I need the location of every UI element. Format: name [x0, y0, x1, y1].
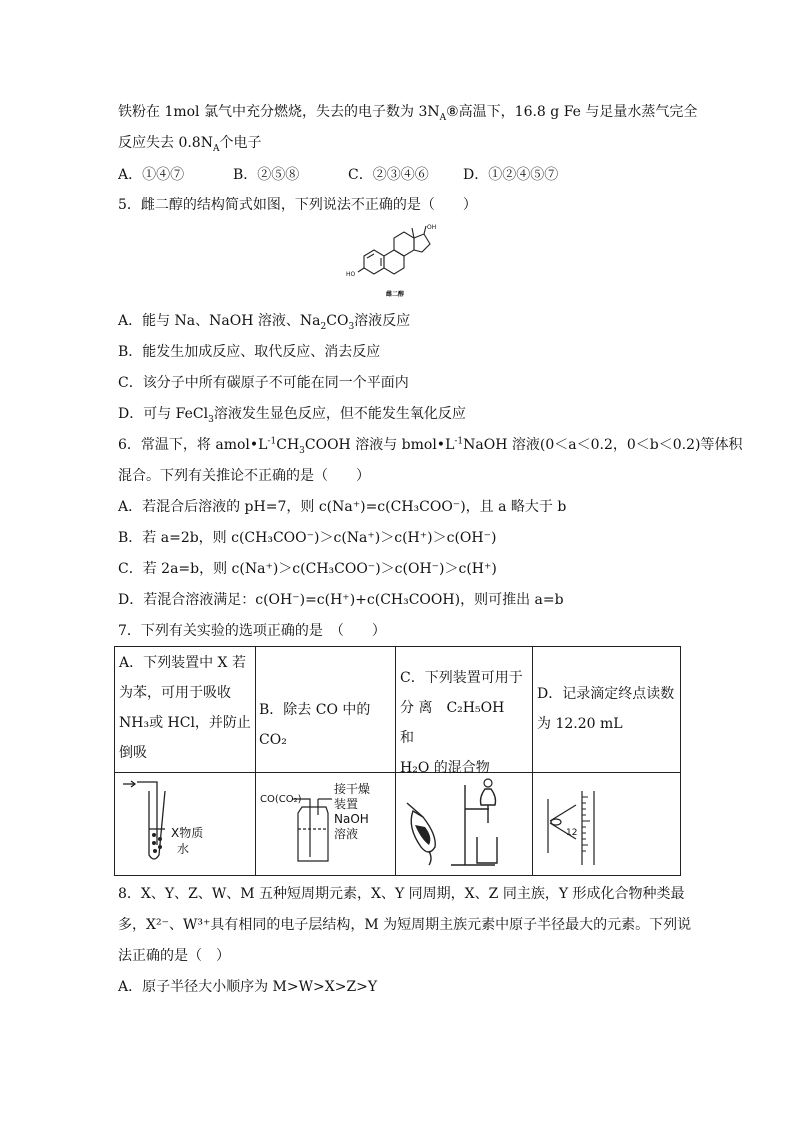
figure-caption: 雌二醇 — [386, 291, 405, 298]
fig-b-label-2: 装置 — [334, 797, 359, 811]
q7-cell-d-line2: 为 12.20 mL — [537, 716, 623, 732]
q7-figure-b-wash-bottle — [258, 777, 394, 872]
q5-opt-d-b: 溶液发生显色反应，但不能发生氧化反应 — [213, 406, 466, 422]
fig-d-scale-label: 12 — [566, 828, 578, 838]
q5-option-c: C．该分子中所有碳原子不可能在同一个平面内 — [118, 375, 409, 391]
intro-option-c: C．②③④⑥ — [348, 167, 429, 183]
q5-opt-a-sub2: 3 — [348, 321, 355, 332]
q8-option-a: A．原子半径大小顺序为 M>W>X>Z>Y — [118, 979, 378, 995]
q7-cell-d-line1: D．记录滴定终点读数 — [537, 686, 675, 702]
q6-stem-1-sup2: -1 — [454, 436, 464, 447]
q7-figure-c-separatory-funnel — [399, 777, 529, 872]
q6-stem-1a: 6．常温下，将 amol•L — [118, 437, 268, 453]
q6-option-b: B．若 a=2b，则 c(CH₃COO⁻)＞c(Na⁺)＞c(H⁺)＞c(OH⁻) — [118, 530, 497, 546]
q5-option-d — [118, 404, 466, 424]
q7-cell-c-line2: 分 离 C₂H₅OH 和 — [400, 700, 519, 746]
q6-option-c: C．若 2a=b，则 c(Na⁺)＞c(CH₃COO⁻)＞c(OH⁻)＞c(H⁺) — [118, 561, 497, 577]
q5-option-a — [118, 311, 410, 331]
oh-left-label: HO — [346, 271, 356, 278]
fig-b-gas-label: CO(CO₂) — [260, 794, 302, 805]
fig-b-label-3: NaOH — [334, 812, 369, 826]
intro-line-2 — [118, 133, 261, 153]
fig-b-label-4: 溶液 — [334, 827, 359, 841]
q6-stem-line-1 — [118, 435, 742, 455]
q6-option-a: A．若混合后溶液的 pH=7，则 c(Na⁺)=c(CH₃COO⁻)，且 a 略大于 b — [118, 499, 567, 515]
q5-opt-a-text: A．能与 Na、NaOH 溶液、Na — [118, 313, 321, 329]
q8-stem-line-2: 多，X²⁻、W³⁺具有相同的电子层结构，M 为短周期主族元素中原子半径最大的元素。下列说 — [118, 917, 692, 933]
intro-line-1-sub: A — [439, 112, 447, 123]
q7-cell-c-line3: H₂O 的混合物 — [400, 760, 490, 776]
q6-stem-1-sub: 3 — [299, 445, 305, 456]
q6-stem-1d: NaOH 溶液(0＜a＜0.2，0＜b＜0.2)等体积 — [463, 437, 743, 453]
q5-opt-a-sub1: 2 — [320, 321, 327, 332]
q6-stem-1-sup: -1 — [267, 436, 277, 447]
q7-cell-a — [119, 648, 253, 768]
intro-line-1 — [118, 102, 697, 122]
fig-a-label-x: X物质 — [171, 826, 204, 840]
intro-line-1b: ⑧高温下，16.8 g Fe 与足量水蒸气完全 — [446, 104, 698, 120]
q7-options-table — [114, 646, 681, 876]
intro-option-b: B．②⑤⑧ — [233, 167, 300, 183]
q7-stem: 7．下列有关实验的选项正确的是 （ ） — [118, 623, 386, 639]
q7-cell-d — [537, 679, 677, 739]
q5-opt-a-mid: CO — [326, 313, 349, 329]
q7-figure-a-apparatus — [121, 777, 241, 872]
fig-b-label-1: 接干燥 — [334, 782, 371, 796]
q7-figure-d-burette — [536, 777, 676, 872]
intro-option-d: D．①②④⑤⑦ — [463, 167, 559, 183]
q5-option-b: B．能发生加成反应、取代反应、消去反应 — [118, 344, 381, 360]
q8-stem-line-3: 法正确的是（ ） — [118, 948, 230, 964]
q7-cell-a-line1: A．下列装置中 X 若 — [119, 655, 246, 671]
intro-option-a: A．①④⑦ — [118, 167, 185, 183]
q7-cell-a-line4: 倒吸 — [119, 745, 147, 761]
q7-cell-b: B．除去 CO 中的 CO₂ — [259, 702, 371, 748]
q5-opt-d-a: D．可与 FeCl — [118, 406, 209, 422]
q6-stem-1c: COOH 溶液与 bmol•L — [304, 437, 455, 453]
q7-cell-a-line3: NH₃或 HCl，并防止 — [119, 715, 251, 731]
q7-cell-c — [400, 663, 530, 783]
intro-line-2b: 个电子 — [219, 135, 262, 151]
intro-line-2a: 反应失去 0.8N — [118, 135, 213, 151]
q8-stem-line-1: 8．X、Y、Z、W、M 五种短周期元素，X、Y 同周期，X、Z 同主族，Y 形成化合物种类最 — [118, 886, 685, 902]
q6-option-d: D．若混合溶液满足：c(OH⁻)=c(H⁺)+c(CH₃COOH)，则可推出 a=b — [118, 592, 564, 608]
q5-opt-a-end: 溶液反应 — [354, 313, 411, 329]
q6-stem-1b: CH — [276, 437, 300, 453]
estradiol-structure-figure — [340, 222, 460, 302]
intro-line-2-sub: A — [212, 143, 220, 154]
q7-cell-a-line2: 为苯，可用于吸收 — [119, 685, 231, 701]
q6-stem-line-2: 混合。下列有关推论不正确的是（ ） — [118, 468, 370, 484]
q5-opt-d-sub: 3 — [208, 414, 214, 425]
q7-cell-c-line1: C．下列装置可用于 — [400, 670, 523, 686]
oh-top-label: OH — [427, 224, 437, 231]
q5-stem: 5．雌二醇的结构简式如图，下列说法不正确的是（ ） — [118, 197, 477, 213]
fig-a-label-water: 水 — [177, 842, 190, 856]
intro-line-1a: 铁粉在 1mol 氯气中充分燃烧，失去的电子数为 3N — [118, 104, 440, 120]
